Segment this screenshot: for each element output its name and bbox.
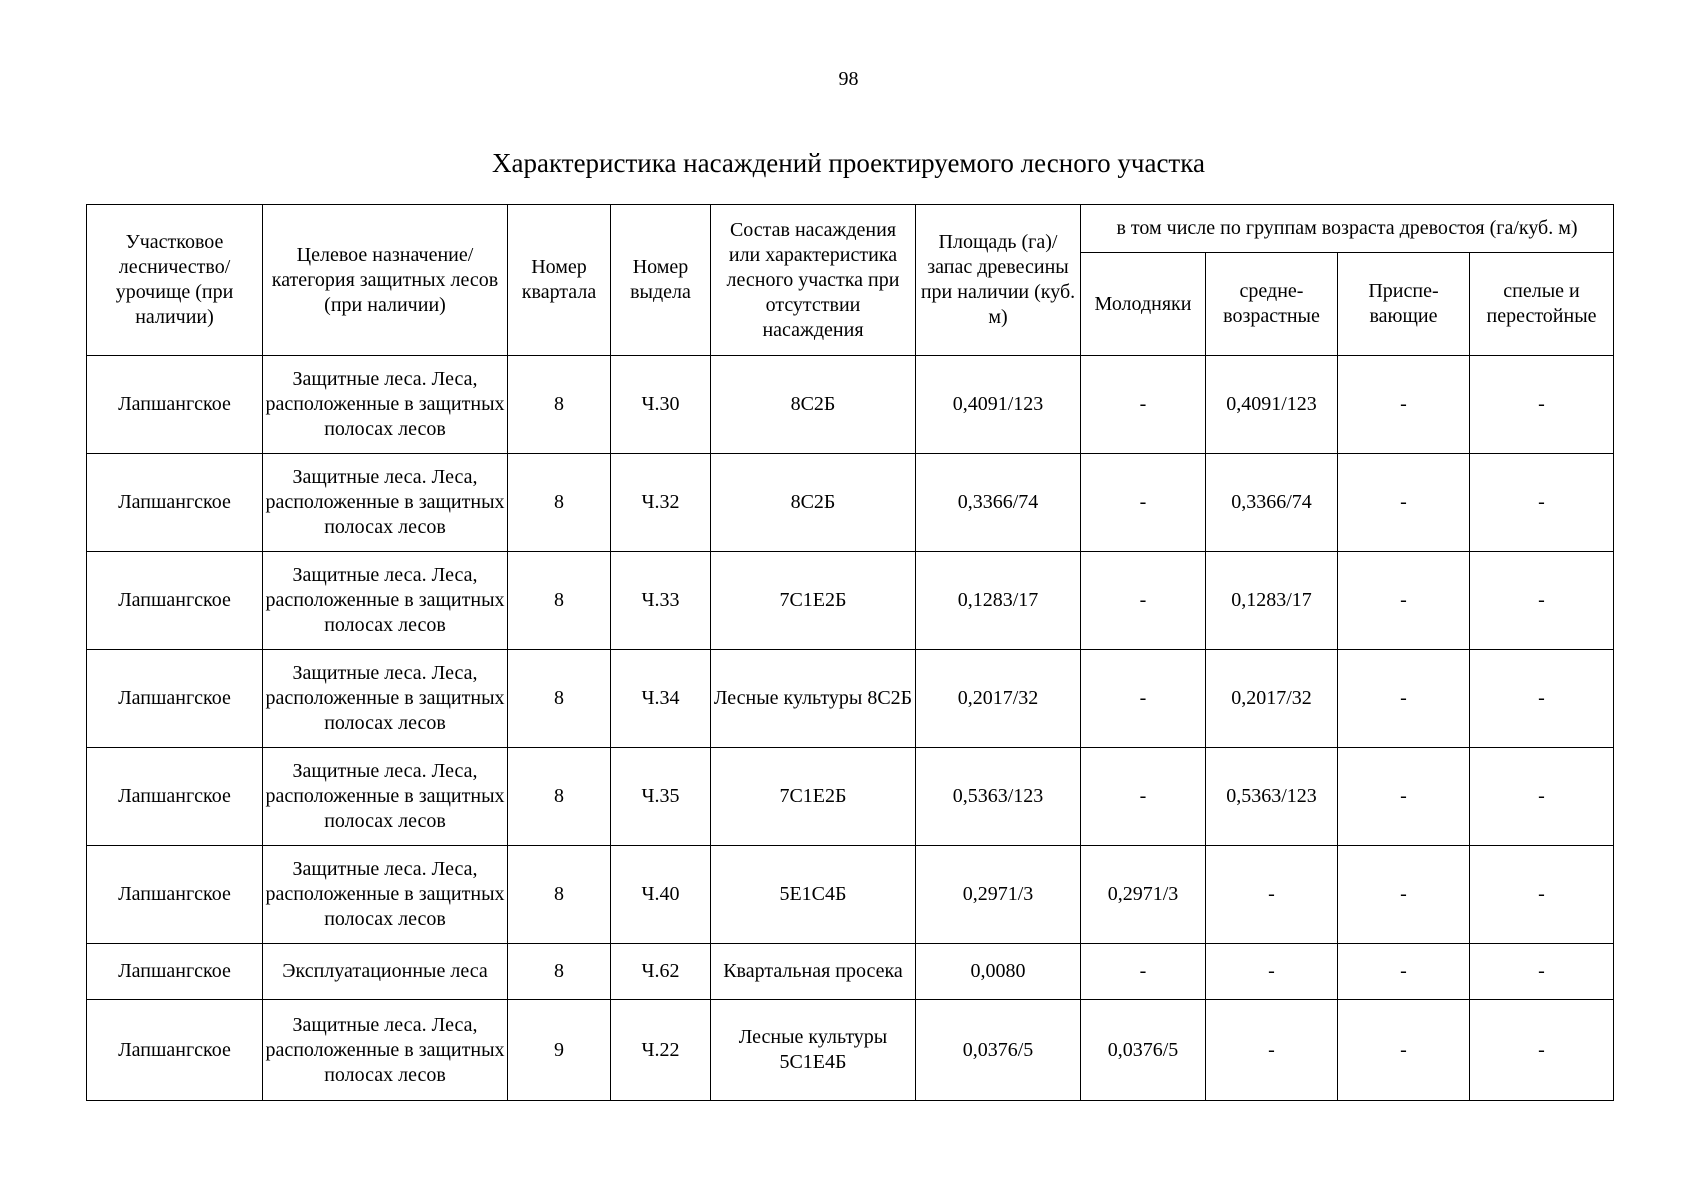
cell-quarter: 8 [508,356,611,454]
header-middle-aged: средне-возрастные [1206,253,1338,356]
cell-composition: 7С1Е2Б [711,552,916,650]
cell-composition: 8С2Б [711,454,916,552]
table-row [87,944,1614,1000]
cell-composition: 5Е1С4Б [711,846,916,944]
cell-area: 0,0376/5 [916,1000,1081,1101]
page-number: 98 [838,68,859,90]
cell-purpose: Защитные леса. Леса, расположенные в защитных полосах лесов [263,552,508,650]
header-mature: спелые и перестойные [1470,253,1614,356]
cell-maturing: - [1338,944,1470,1000]
table-row [87,356,1614,454]
header-young: Молодняки [1081,253,1206,356]
cell-quarter: 9 [508,1000,611,1101]
cell-maturing: - [1338,650,1470,748]
cell-area: 0,0080 [916,944,1081,1000]
header-age-groups: в том числе по группам возраста древостоя (га/куб. м) [1081,205,1614,253]
cell-quarter: 8 [508,944,611,1000]
cell-young: - [1081,552,1206,650]
cell-forestry: Лапшангское [87,846,263,944]
cell-middle-aged: - [1206,944,1338,1000]
cell-maturing: - [1338,356,1470,454]
cell-young: - [1081,944,1206,1000]
table-row [87,846,1614,944]
cell-purpose: Защитные леса. Леса, расположенные в защитных полосах лесов [263,846,508,944]
cell-mature: - [1470,552,1614,650]
table-row [87,650,1614,748]
cell-forestry: Лапшангское [87,1000,263,1101]
cell-young: - [1081,454,1206,552]
cell-area: 0,4091/123 [916,356,1081,454]
cell-quarter: 8 [508,552,611,650]
cell-section: Ч.22 [611,1000,711,1101]
table-row [87,748,1614,846]
cell-middle-aged: 0,5363/123 [1206,748,1338,846]
cell-section: Ч.33 [611,552,711,650]
cell-forestry: Лапшангское [87,944,263,1000]
cell-quarter: 8 [508,846,611,944]
cell-mature: - [1470,454,1614,552]
header-maturing: Приспе-вающие [1338,253,1470,356]
cell-quarter: 8 [508,650,611,748]
cell-section: Ч.32 [611,454,711,552]
cell-middle-aged: 0,4091/123 [1206,356,1338,454]
cell-maturing: - [1338,552,1470,650]
cell-middle-aged: 0,1283/17 [1206,552,1338,650]
cell-young: - [1081,650,1206,748]
stands-table [86,204,1614,1101]
page-title: Характеристика насаждений проектируемого лесного участка [492,148,1205,178]
cell-section: Ч.40 [611,846,711,944]
header-quarter: Номер квартала [508,205,611,356]
cell-section: Ч.35 [611,748,711,846]
cell-young: - [1081,356,1206,454]
cell-purpose: Эксплуатационные леса [263,944,508,1000]
cell-mature: - [1470,1000,1614,1101]
cell-quarter: 8 [508,454,611,552]
cell-middle-aged: 0,2017/32 [1206,650,1338,748]
cell-young: 0,0376/5 [1081,1000,1206,1101]
cell-mature: - [1470,650,1614,748]
cell-forestry: Лапшангское [87,650,263,748]
cell-forestry: Лапшангское [87,552,263,650]
cell-maturing: - [1338,748,1470,846]
cell-forestry: Лапшангское [87,454,263,552]
cell-quarter: 8 [508,748,611,846]
cell-area: 0,1283/17 [916,552,1081,650]
header-purpose: Целевое назначение/ категория защитных лесов (при наличии) [263,205,508,356]
cell-young: 0,2971/3 [1081,846,1206,944]
cell-composition: 8С2Б [711,356,916,454]
cell-mature: - [1470,356,1614,454]
header-section: Номер выдела [611,205,711,356]
cell-area: 0,2971/3 [916,846,1081,944]
cell-mature: - [1470,748,1614,846]
cell-area: 0,2017/32 [916,650,1081,748]
cell-composition: Лесные культуры 5С1Е4Б [711,1000,916,1101]
cell-composition: Квартальная просека [711,944,916,1000]
cell-maturing: - [1338,846,1470,944]
cell-maturing: - [1338,1000,1470,1101]
header-forestry: Участковое лесничество/ урочище (при наличии) [87,205,263,356]
header-composition: Состав насаждения или характеристика лесного участка при отсутствии насаждения [711,205,916,356]
cell-mature: - [1470,846,1614,944]
cell-purpose: Защитные леса. Леса, расположенные в защитных полосах лесов [263,650,508,748]
cell-forestry: Лапшангское [87,356,263,454]
cell-area: 0,5363/123 [916,748,1081,846]
cell-purpose: Защитные леса. Леса, расположенные в защитных полосах лесов [263,748,508,846]
cell-mature: - [1470,944,1614,1000]
cell-section: Ч.62 [611,944,711,1000]
cell-middle-aged: - [1206,846,1338,944]
cell-purpose: Защитные леса. Леса, расположенные в защитных полосах лесов [263,356,508,454]
cell-maturing: - [1338,454,1470,552]
header-area: Площадь (га)/ запас древесины при наличии (куб. м) [916,205,1081,356]
cell-section: Ч.34 [611,650,711,748]
table-row [87,1000,1614,1101]
cell-section: Ч.30 [611,356,711,454]
cell-composition: Лесные культуры 8С2Б [711,650,916,748]
cell-purpose: Защитные леса. Леса, расположенные в защитных полосах лесов [263,1000,508,1101]
table-row [87,454,1614,552]
cell-forestry: Лапшангское [87,748,263,846]
table-row [87,552,1614,650]
cell-young: - [1081,748,1206,846]
cell-middle-aged: - [1206,1000,1338,1101]
cell-area: 0,3366/74 [916,454,1081,552]
cell-purpose: Защитные леса. Леса, расположенные в защитных полосах лесов [263,454,508,552]
cell-composition: 7С1Е2Б [711,748,916,846]
cell-middle-aged: 0,3366/74 [1206,454,1338,552]
